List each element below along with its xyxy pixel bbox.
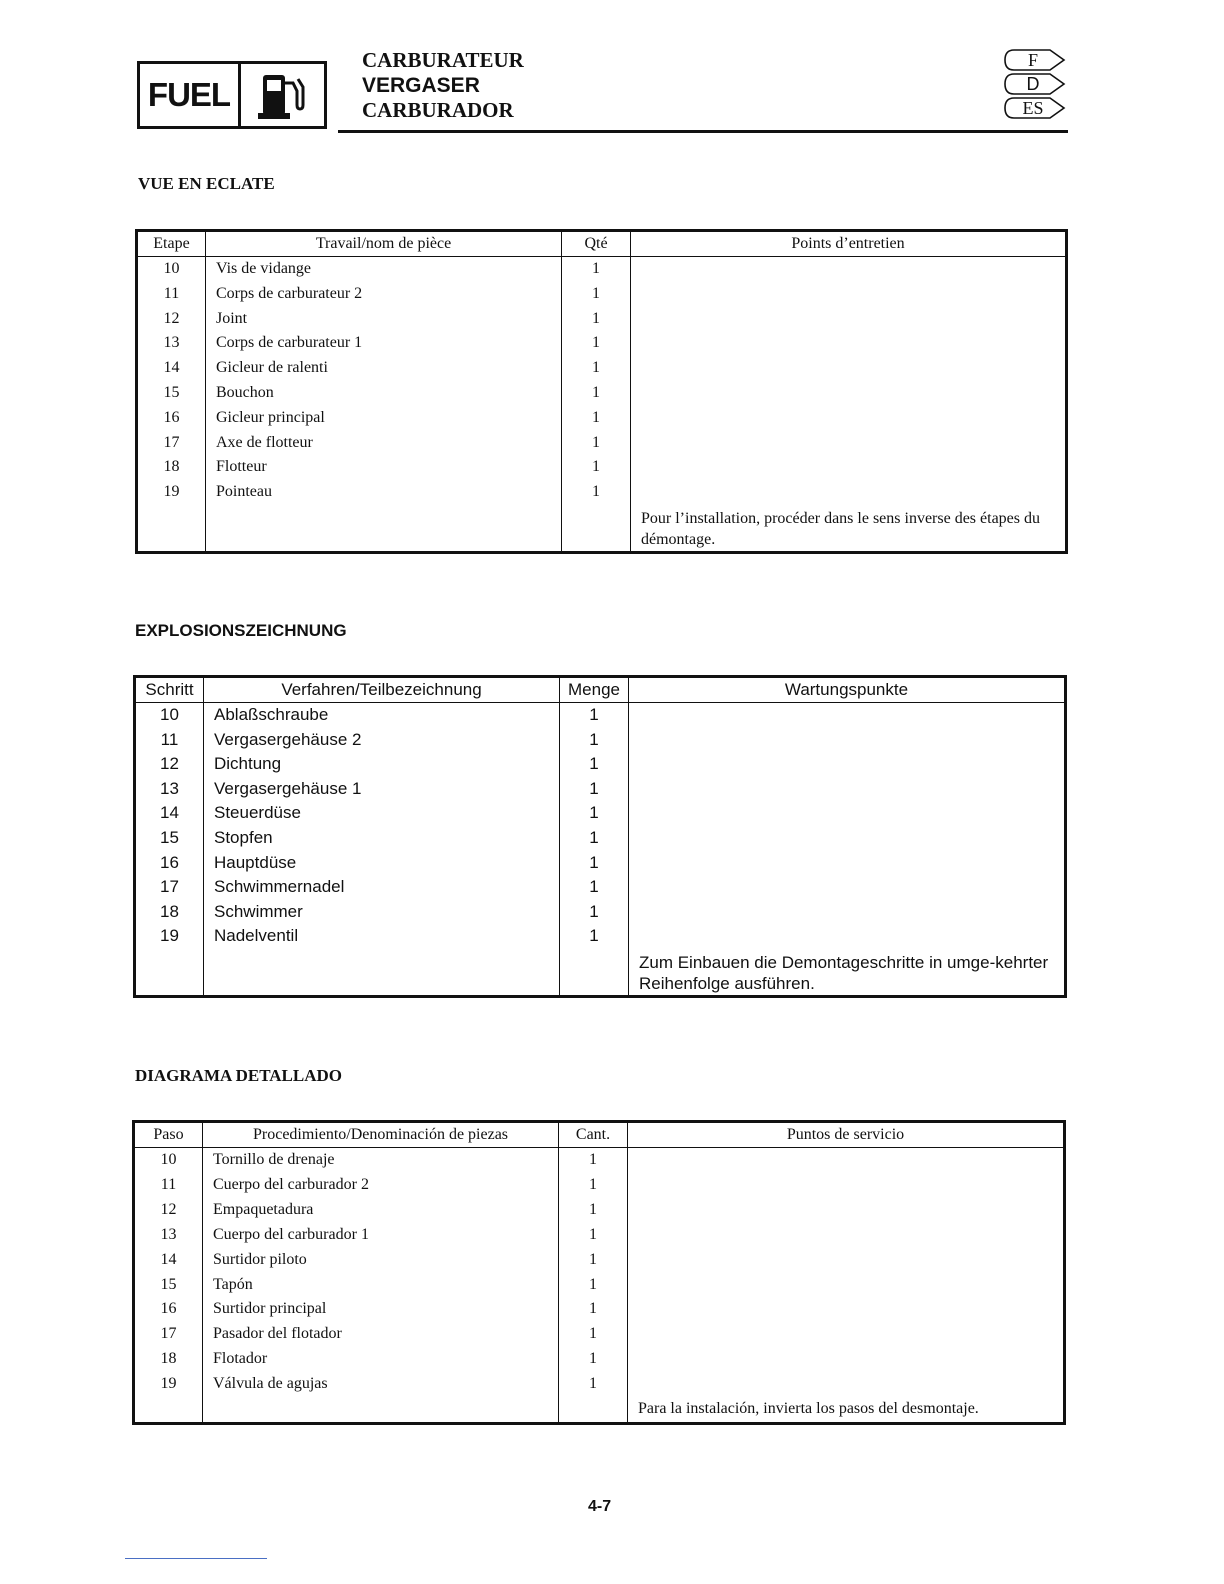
language-badges <box>1004 48 1068 120</box>
step-number: 19 <box>135 924 204 949</box>
step-number: 19 <box>134 1372 203 1397</box>
column-header-step: Etape <box>137 231 206 257</box>
column-header-name: Procedimiento/Denominación de piezas <box>203 1122 559 1148</box>
parts-table-de <box>133 675 1067 998</box>
column-header-qty: Qté <box>562 231 631 257</box>
service-note: Pour l’installation, procéder dans le sens inverse des étapes du démontage. <box>631 257 1067 553</box>
quantity: 1 <box>562 480 631 505</box>
table-row <box>135 703 1066 728</box>
quantity: 1 <box>560 851 629 876</box>
part-name: Schwimmernadel <box>204 875 560 900</box>
part-name: Corps de carburateur 1 <box>206 331 562 356</box>
step-number: 10 <box>137 257 206 282</box>
column-header-step: Paso <box>134 1122 203 1148</box>
step-number: 18 <box>134 1347 203 1372</box>
quantity: 1 <box>559 1198 628 1223</box>
step-number: 12 <box>137 307 206 332</box>
quantity: 1 <box>562 431 631 456</box>
step-number: 14 <box>137 356 206 381</box>
step-number: 10 <box>134 1148 203 1173</box>
quantity: 1 <box>559 1223 628 1248</box>
step-number: 16 <box>135 851 204 876</box>
step-number: 11 <box>135 728 204 753</box>
fuel-label: FUEL <box>140 64 241 126</box>
step-number: 12 <box>134 1198 203 1223</box>
quantity: 1 <box>562 381 631 406</box>
part-name: Válvula de agujas <box>203 1372 559 1397</box>
column-header-step: Schritt <box>135 677 204 703</box>
title-fr: CARBURATEUR <box>362 48 524 72</box>
quantity: 1 <box>559 1173 628 1198</box>
step-number: 15 <box>134 1273 203 1298</box>
chapter-titles <box>362 48 524 123</box>
part-name: Vergasergehäuse 2 <box>204 728 560 753</box>
part-name: Ablaßschraube <box>204 703 560 728</box>
step-number: 16 <box>134 1297 203 1322</box>
column-header-notes: Puntos de servicio <box>628 1122 1065 1148</box>
part-name: Vis de vidange <box>206 257 562 282</box>
column-header-name: Verfahren/Teilbezeichnung <box>204 677 560 703</box>
part-name: Flotteur <box>206 455 562 480</box>
language-d-label: D <box>1026 74 1040 94</box>
quantity: 1 <box>562 406 631 431</box>
step-number: 17 <box>137 431 206 456</box>
table-header-row <box>137 231 1067 257</box>
section-heading-de: EXPLOSIONSZEICHNUNG <box>135 621 347 640</box>
quantity: 1 <box>560 801 629 826</box>
part-name: Flotador <box>203 1347 559 1372</box>
part-name: Cuerpo del carburador 1 <box>203 1223 559 1248</box>
part-name: Surtidor piloto <box>203 1248 559 1273</box>
step-number: 14 <box>134 1248 203 1273</box>
parts-table-es <box>132 1120 1066 1425</box>
part-name: Hauptdüse <box>204 851 560 876</box>
quantity: 1 <box>560 900 629 925</box>
table-row <box>134 1148 1065 1173</box>
part-name: Tapón <box>203 1273 559 1298</box>
quantity: 1 <box>559 1148 628 1173</box>
quantity: 1 <box>559 1372 628 1397</box>
step-number: 16 <box>137 406 206 431</box>
quantity: 1 <box>562 282 631 307</box>
step-number: 15 <box>135 826 204 851</box>
quantity: 1 <box>560 777 629 802</box>
part-name: Joint <box>206 307 562 332</box>
quantity: 1 <box>559 1347 628 1372</box>
part-name: Corps de carburateur 2 <box>206 282 562 307</box>
step-number: 17 <box>134 1322 203 1347</box>
table-header-row <box>135 677 1066 703</box>
quantity: 1 <box>559 1297 628 1322</box>
quantity: 1 <box>562 307 631 332</box>
step-number: 13 <box>134 1223 203 1248</box>
step-number: 11 <box>134 1173 203 1198</box>
title-de: VERGASER <box>362 74 480 97</box>
part-name: Pasador del flotador <box>203 1322 559 1347</box>
title-es: CARBURADOR <box>362 98 514 122</box>
part-name: Gicleur de ralenti <box>206 356 562 381</box>
quantity: 1 <box>559 1273 628 1298</box>
section-heading-es: DIAGRAMA DETALLADO <box>135 1066 343 1085</box>
step-number: 13 <box>137 331 206 356</box>
step-number: 18 <box>137 455 206 480</box>
part-name: Vergasergehäuse 1 <box>204 777 560 802</box>
service-note: Para la instalación, invierta los pasos del desmontaje. <box>628 1148 1065 1424</box>
part-name: Empaquetadura <box>203 1198 559 1223</box>
part-name: Axe de flotteur <box>206 431 562 456</box>
language-f-label: F <box>1027 50 1038 70</box>
quantity: 1 <box>560 703 629 728</box>
table-header-row <box>134 1122 1065 1148</box>
column-header-qty: Menge <box>560 677 629 703</box>
quantity: 1 <box>560 752 629 777</box>
column-header-notes: Points d’entretien <box>631 231 1067 257</box>
service-note: Zum Einbauen die Demontageschritte in umge-kehrter Reihenfolge ausführen. <box>629 703 1066 997</box>
quantity: 1 <box>562 257 631 282</box>
column-header-notes: Wartungspunkte <box>629 677 1066 703</box>
part-name: Steuerdüse <box>204 801 560 826</box>
step-number: 18 <box>135 900 204 925</box>
quantity: 1 <box>562 331 631 356</box>
step-number: 12 <box>135 752 204 777</box>
column-header-name: Travail/nom de pièce <box>206 231 562 257</box>
language-badge-d <box>1004 72 1068 96</box>
part-name: Dichtung <box>204 752 560 777</box>
step-number: 14 <box>135 801 204 826</box>
language-badge-f <box>1004 48 1068 72</box>
footer-rule <box>125 1558 267 1559</box>
part-name: Bouchon <box>206 381 562 406</box>
step-number: 13 <box>135 777 204 802</box>
part-name: Nadelventil <box>204 924 560 949</box>
column-header-qty: Cant. <box>559 1122 628 1148</box>
language-es-label: ES <box>1022 98 1044 118</box>
parts-table-fr <box>135 229 1068 554</box>
quantity: 1 <box>560 826 629 851</box>
quantity: 1 <box>559 1322 628 1347</box>
step-number: 15 <box>137 381 206 406</box>
part-name: Gicleur principal <box>206 406 562 431</box>
language-badge-es <box>1004 96 1068 120</box>
quantity: 1 <box>559 1248 628 1273</box>
table-row <box>137 257 1067 282</box>
part-name: Pointeau <box>206 480 562 505</box>
quantity: 1 <box>560 924 629 949</box>
step-number: 19 <box>137 480 206 505</box>
part-name: Stopfen <box>204 826 560 851</box>
section-heading-fr: VUE EN ECLATE <box>138 174 275 193</box>
step-number: 11 <box>137 282 206 307</box>
part-name: Schwimmer <box>204 900 560 925</box>
page-number: 4-7 <box>588 1498 612 1515</box>
quantity: 1 <box>562 356 631 381</box>
fuel-pump-icon <box>241 64 324 126</box>
step-number: 10 <box>135 703 204 728</box>
fuel-badge <box>137 61 327 129</box>
part-name: Tornillo de drenaje <box>203 1148 559 1173</box>
part-name: Surtidor principal <box>203 1297 559 1322</box>
quantity: 1 <box>562 455 631 480</box>
step-number: 17 <box>135 875 204 900</box>
header-rule <box>338 130 1068 133</box>
quantity: 1 <box>560 875 629 900</box>
part-name: Cuerpo del carburador 2 <box>203 1173 559 1198</box>
quantity: 1 <box>560 728 629 753</box>
